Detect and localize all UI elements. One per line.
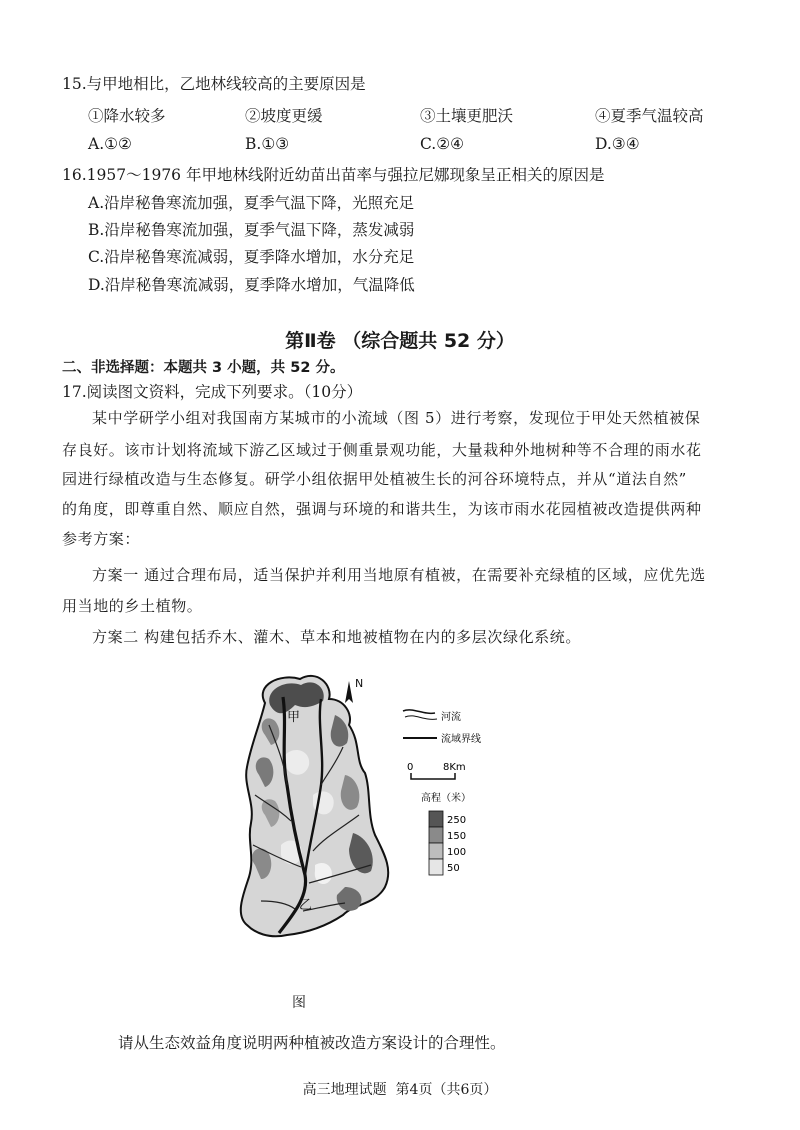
north-arrow-icon	[345, 677, 363, 703]
label-jia: 甲	[287, 710, 301, 725]
legend-river-icon	[403, 710, 437, 719]
q16-choice-d: D.沿岸秘鲁寒流减弱，夏季降水增加，气温降低	[88, 276, 415, 294]
q17-stem: 17.阅读图文资料，完成下列要求。（10分）	[62, 383, 363, 401]
section-subtitle: 二、非选择题：本题共 3 小题，共 52 分。	[62, 360, 345, 376]
scale-start: 0	[407, 762, 414, 773]
q17-line-3: 园进行绿植改造与生态修复。研学小组依据甲处植被生长的河谷环境特点，并从“道法自然”	[62, 470, 687, 488]
q17-plan1-a: 方案一 通过合理布局，适当保护并利用当地原有植被，在需要补充绿植的区域，应优先选	[92, 566, 706, 584]
q16-choice-a: A.沿岸秘鲁寒流加强，夏季气温下降，光照充足	[88, 194, 415, 212]
elev-swatch-150	[429, 827, 443, 843]
elev-label-250: 250	[447, 815, 467, 826]
figure-caption: 图	[292, 995, 306, 1011]
legend-river-label: 河流	[441, 712, 461, 723]
q15-stem: 15.与甲地相比，乙地林线较高的主要原因是	[62, 75, 366, 93]
q15-item-3: ③土壤更肥沃	[420, 107, 514, 125]
q15-choice-d: D.③④	[595, 135, 640, 153]
q15-item-4: ④夏季气温较高	[595, 107, 704, 125]
elev-label-150: 150	[447, 831, 467, 842]
svg-text:N: N	[355, 677, 364, 690]
q15-item-1: ①降水较多	[88, 107, 166, 125]
elevation-legend	[429, 811, 466, 875]
q17-line-5: 参考方案：	[62, 530, 141, 548]
scale-end: 8Km	[443, 762, 466, 773]
q17-plan1-b: 用当地的乡土植物。	[62, 597, 203, 615]
elev-label-50: 50	[447, 863, 460, 874]
elev-swatch-100	[429, 843, 443, 859]
q15-choice-b: B.①③	[245, 135, 290, 153]
section-title: 第Ⅱ卷 （综合题共 52 分）	[285, 330, 515, 352]
page-footer: 高三地理试题 第4页（共6页）	[302, 1082, 498, 1098]
q16-choice-c: C.沿岸秘鲁寒流减弱，夏季降水增加，水分充足	[88, 248, 415, 266]
q15-item-2: ②坡度更缓	[245, 107, 323, 125]
q15-choice-a: A.①②	[88, 135, 132, 153]
legend-boundary-label: 流域界线	[441, 734, 481, 745]
elev-label-100: 100	[447, 847, 467, 858]
watershed-map	[225, 665, 525, 960]
elev-swatch-250	[429, 811, 443, 827]
scale-bar-icon	[411, 773, 455, 779]
label-yi: 乙	[299, 898, 313, 913]
q17-plan2: 方案二 构建包括乔木、灌木、草本和地被植物在内的多层次绿化系统。	[92, 628, 581, 646]
q16-stem: 16.1957～1976 年甲地林线附近幼苗出苗率与强拉尼娜现象呈正相关的原因是	[62, 166, 605, 184]
q17-line-4: 的角度，即尊重自然、顺应自然，强调与环境的和谐共生，为该市雨水花园植被改造提供两种	[62, 500, 702, 518]
q17-line-1: 某中学研学小组对我国南方某城市的小流域（图 5）进行考察，发现位于甲处天然植被保	[92, 409, 701, 427]
q17-line-2: 存良好。该市计划将流域下游乙区域过于侧重景观功能，大量栽种外地树种等不合理的雨水花	[62, 441, 702, 459]
elev-title: 高程（米）	[421, 793, 471, 804]
q17-question: 请从生态效益角度说明两种植被改造方案设计的合理性。	[118, 1034, 506, 1052]
elev-swatch-50	[429, 859, 443, 875]
q16-choice-b: B.沿岸秘鲁寒流加强，夏季气温下降，蒸发减弱	[88, 221, 415, 239]
q15-choice-c: C.②④	[420, 135, 465, 153]
